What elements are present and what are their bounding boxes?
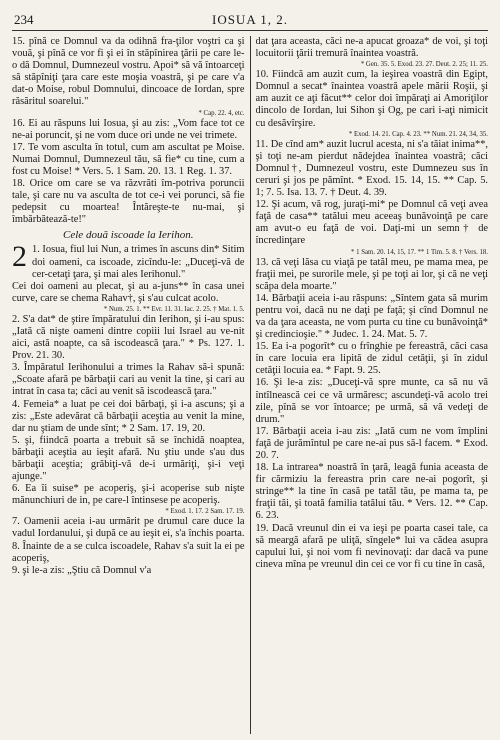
- cross-reference: * Exod. 14. 21. Cap. 4. 23. ** Num. 21. 24, 34, 35.: [348, 130, 489, 138]
- cross-reference: * Gen. 35. 5. Exod. 23. 27. Deut. 2. 25; 11. 25.: [360, 61, 489, 69]
- verse-paragraph: 10. Fiindcă am auzit cum, la ieşirea voastră din Egipt, Domnul a secat* înaintea voastră apele mării Roşii, şi am auzit ce aţi făcut** celor doi împăraţi ai Amoriţilor dincolo de Iordan, lui Sihon şi Og, pe cari i-aţi nimicit cu desăvîrşire.: [255, 69, 489, 129]
- verse-paragraph: 15. pînă ce Domnul va da odihnă fra-ţilor voştri ca şi vouă, şi pînă ce vor fi şi ei în stăpînirea ţării pe care le-o dă Domnul, Dumnezeul vostru. Apoi* să vă întoarceţi să stăpîniţi ţara care este moşia voastră, şi pe care v'a dat-o Moise, robul Domnului, dincoace de Iordan, spre răsăritul soarelui.": [12, 36, 245, 108]
- section-heading: Cele două iscoade la Ierihon.: [63, 229, 194, 242]
- verse-paragraph: 14. Bărbaţii aceia i-au răspuns: „Sîntem gata să murim pentru voi, dacă nu ne daţi pe faţă; şi cînd Domnul ne va da ţara aceasta, ne vom purta cu tine cu bunăvoinţă* şi credincioşie." * Judec. 1. 24. Mat. 5. 7.: [255, 292, 489, 341]
- verse-text: 1. Iosua, fiul lui Nun, a trimes în ascuns din* Sitim doi oameni, ca iscoade, zicîndu-le: „Duceţi-vă de cer-cetaţi ţara, şi mai ales Ierihonul.": [32, 244, 245, 280]
- page-number: 234: [14, 12, 34, 27]
- chapter-number: 2: [12, 240, 27, 274]
- column-divider: [250, 36, 251, 734]
- chapter-start: [12, 240, 245, 280]
- verse-paragraph: 13. că veţi lăsa cu viaţă pe tatăl meu, pe mama mea, pe fraţii mei, pe surorile mele, şi pe toţi ai lor, şi că ne veţi scăpa dela moarte.": [255, 256, 489, 292]
- verse-paragraph: 7. Oamenii aceia i-au urmărit pe drumul care duce la vadul Iordanului, şi după ce au ieşit ei, s'a închis poarta.: [12, 516, 245, 540]
- verse-paragraph: 12. Şi acum, vă rog, juraţi-mi* pe Domnul că veţi avea faţă de casa** tatălui meu aceeaş bunăvoinţă pe care am avut-o eu faţă de voi. Daţi-mi un semn† de încredinţare: [255, 199, 489, 247]
- verse-paragraph: dat ţara aceasta, căci ne-a apucat groaza* de voi, şi toţi locuitorii ţării tremură înaintea voastră.: [255, 36, 489, 60]
- verse-paragraph: 16. Şi le-a zis: „Duceţi-vă spre munte, ca să nu vă întîlnească cei ce vă urmăresc; ascundeţi-vă acolo trei zile, pînă se vor întoarce; pe urmă, să vă vedeţi de drum.": [255, 377, 489, 425]
- page-header: [12, 10, 488, 31]
- verse-paragraph: 19. Dacă vreunul din ei va ieşi pe poarta casei tale, ca să meargă afară pe uliţă, sîngele* lui va cădea asupra capului lui, şi noi vom fi nevinovaţi: dar dacă va pune cineva mîna pe vreunul din cei ce vor fi cu tine în casă,: [255, 522, 489, 570]
- two-column-text: [12, 36, 488, 734]
- verse-paragraph: 17. Bărbaţii aceia i-au zis: „Iată cum ne vom împlini faţă de jurămîntul pe care ne-ai pus să-l facem. * Exod. 20. 7.: [255, 425, 489, 461]
- verse-paragraph: 18. La intrarea* noastră în ţară, leagă funia aceasta de fir cărmiziu la fereastra prin care ne-ai pogorît, şi stringe** la tine în casă pe tatăl tău, pe mama ta, pe fraţii tăi, şi toată familia tatălui tău. * Vers. 12. ** Cap. 6. 23.: [255, 462, 489, 522]
- verse-paragraph: 18. Orice om care se va răzvrăti îm-potriva poruncii tale, şi care nu va asculta de tot ce-i vei porunci, să fie pedepsit cu moartea! Întăreşte-te nu-mai, şi îmbărbătează-te!": [12, 178, 245, 226]
- verse-paragraph: 17. Te vom asculta în totul, cum am ascultat pe Moise. Numai Domnul, Dumnezeul tău, să fie* cu tine, cum a fost cu Moise! * Vers. 5. 1 Sam. 20. 13. 1 Reg. 1. 37.: [12, 141, 245, 177]
- cross-reference: * 1 Sam. 20. 14, 15, 17. ** 1 Tim. 5. 8. † Vers. 18.: [351, 248, 489, 256]
- verse-paragraph: 9. şi le-a zis: „Ştiu că Domnul v'a: [12, 564, 152, 576]
- verse-paragraph: 2. S'a dat* de ştire împăratului din Ierihon, şi i-au spus: „Iată că nişte oameni dintre copiii lui Israel au ve-nit aici, astă noapte, ca să iscodească ţara." * Ps. 127. 1. Prov. 21. 30.: [12, 313, 245, 362]
- cross-reference: * Num. 25. 1. ** Evr. 11. 31. Iac. 2. 25. † Mat. 1. 5.: [103, 305, 245, 313]
- left-column: [12, 36, 245, 734]
- verse-paragraph: 15. Ea i-a pogorît* cu o frînghie pe fereastră, căci casa în care locuia era lipită de zidul cetăţii, şi în zidul cetăţii locuia ea. * Fapt. 9. 25.: [255, 341, 489, 377]
- right-column: [256, 36, 489, 734]
- verse-paragraph: 3. Împăratul Ierihonului a trimes la Rahav să-i spună: „Scoate afară pe bărbaţii cari au venit la tine, şi cari au intrat în casa ta; căci au venit să iscodească ţara.": [12, 362, 245, 398]
- running-title: IOSUA 1, 2.: [211, 12, 288, 27]
- verse-paragraph: 6. Ea îi suise* pe acoperiş, şi-i acoperise sub nişte mănunchiuri de in, pe care-l întinsese pe acoperiş.: [12, 483, 245, 507]
- cross-reference: * Exod. 1. 17. 2 Sam. 17. 19.: [165, 508, 245, 516]
- verse-paragraph: 4. Femeia* a luat pe cei doi bărbaţi, şi i-a ascuns; şi a zis: „Este adevărat că bărbaţii aceştia au venit la mine, dar nu ştiam de unde sînt; * 2 Sam. 17. 19, 20.: [12, 398, 245, 434]
- verse-paragraph: 5. şi, fiindcă poarta a trebuit să se închidă noaptea, bărbaţii aceştia au ieşit afară. Nu ştiu unde s'au dus bărbaţii aceştia; grăbiţi-vă de-i urmăriţi, şi-i veţi ajunge.": [12, 434, 245, 483]
- cross-reference: * Cap. 22. 4, etc.: [198, 109, 245, 117]
- verse-paragraph: 16. Ei au răspuns lui Iosua, şi au zis: „Vom face tot ce ne-ai poruncit, şi ne vom duce ori unde ne vei trimete.: [12, 117, 245, 141]
- verse-paragraph: Cei doi oameni au plecat, şi au a-juns** în casa unei curve, care se chema Rahav†, şi s'au culcat acolo.: [12, 280, 245, 304]
- verse-paragraph: 8. Înainte de a se culca iscoadele, Rahav s'a suit la ei pe acoperiş,: [12, 540, 245, 564]
- verse-paragraph: 11. De cînd am* auzit lucrul acesta, ni s'a tăiat inima**, şi toţi ne-am pierdut nădejdea înaintea voastră; căci Domnul†, Dumnezeul vostru, este Dumnezeu sus în ceruri şi jos pe pămînt. * Exod. 15. 14, 15. ** Cap. 5. 1; 7. 5. Isa. 13. 7. † Deut. 4. 39.: [255, 138, 489, 199]
